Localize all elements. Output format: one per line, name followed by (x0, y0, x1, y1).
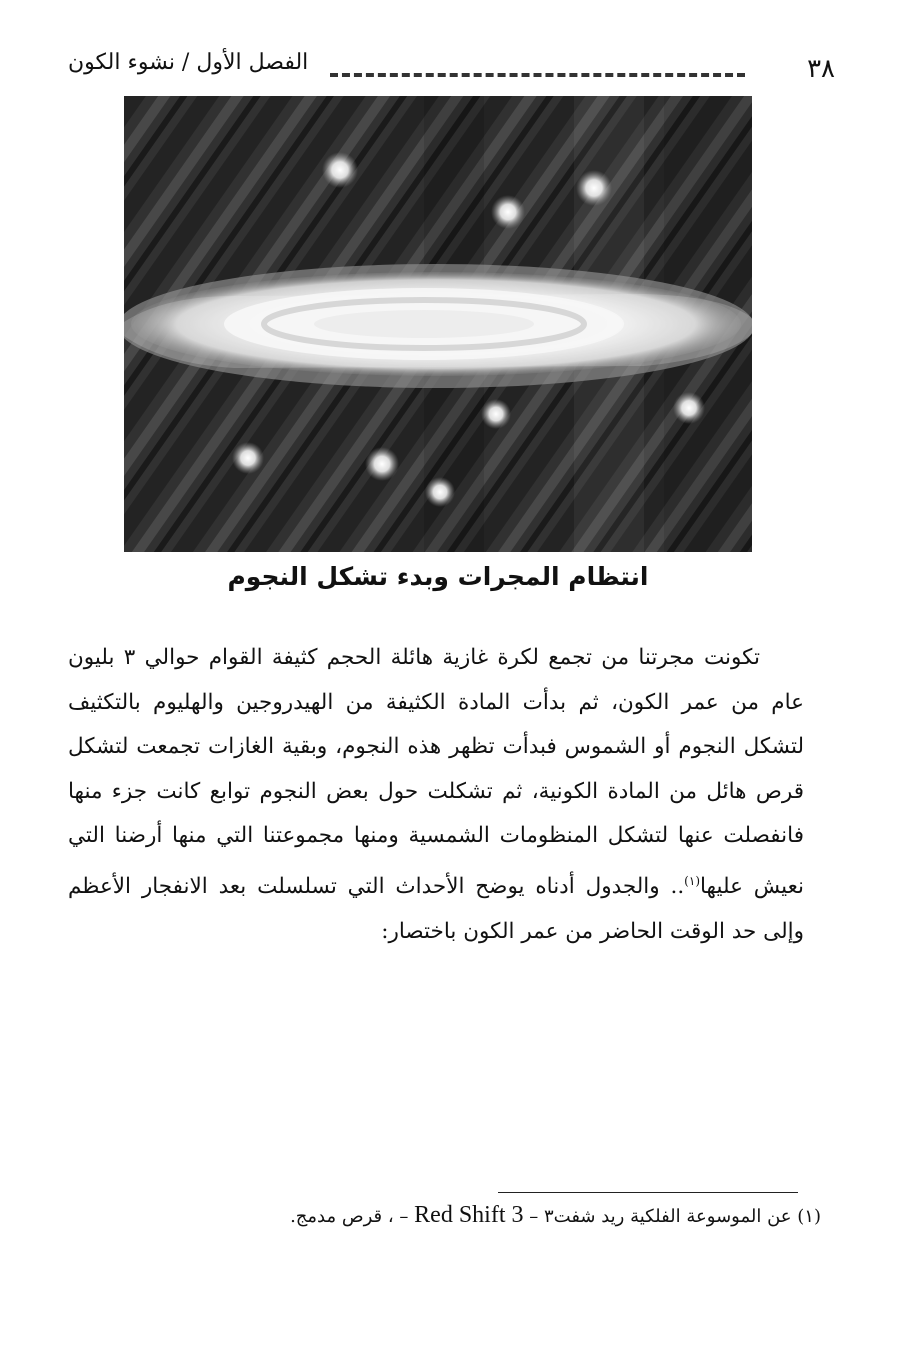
star-2 (576, 170, 612, 206)
body-paragraph (68, 636, 804, 954)
galaxy-figure (124, 96, 752, 552)
running-head-chapter-title: الفصل الأول / نشوء الكون (68, 50, 309, 75)
footnote-number: (١) (797, 1206, 821, 1227)
figure-caption: انتظام المجرات وبدء تشكل النجوم (227, 562, 649, 591)
star-1 (322, 152, 358, 188)
star-6 (232, 442, 264, 474)
paragraph-text-part-2: .. والجدول أدناه يوضح الأحداث التي تسلسلت بعد الانفجار الأعظم وإلى حد الوقت الحاضر من عمر الكون باختصار: (68, 874, 804, 944)
star-4 (481, 399, 511, 429)
header-dash-leader (330, 73, 745, 77)
star-7 (365, 447, 399, 481)
page-number: ٣٨ (807, 54, 835, 84)
star-5 (673, 392, 705, 424)
footnote-text-arabic: عن الموسوعة الفلكية ريد شفت٣ – (529, 1206, 792, 1227)
footnote-reference: (١) (684, 873, 700, 888)
footnote (290, 1202, 821, 1229)
footnote-text-tail: – ، قرص مدمج. (290, 1206, 409, 1227)
paragraph-text-part-1: تكونت مجرتنا من تجمع لكرة غازية هائلة الحجم كثيفة القوام حوالي ٣ بليون عام من عمر الكون، ثم بدأت المادة الكثيفة من الهيدروجين والهليوم بالتكثيف لتشكل النجوم أو الشموس فبدأت تظهر هذه النجوم، وبقية الغازات تجمعت لتشكل قرص هائل من المادة الكونية، ثم تشكلت حول بعض النجوم توابع كانت جزء منها فانفصلت عنها لتشكل المنظومات الشمسية ومنها مجموعتنا التي منها أرضنا التي نعيش عليها (68, 645, 804, 900)
footnote-divider (498, 1192, 798, 1193)
galaxy-illustration (124, 96, 752, 552)
footnote-text-latin: Red Shift 3 (414, 1202, 524, 1228)
star-3 (491, 195, 525, 229)
star-8 (425, 477, 455, 507)
